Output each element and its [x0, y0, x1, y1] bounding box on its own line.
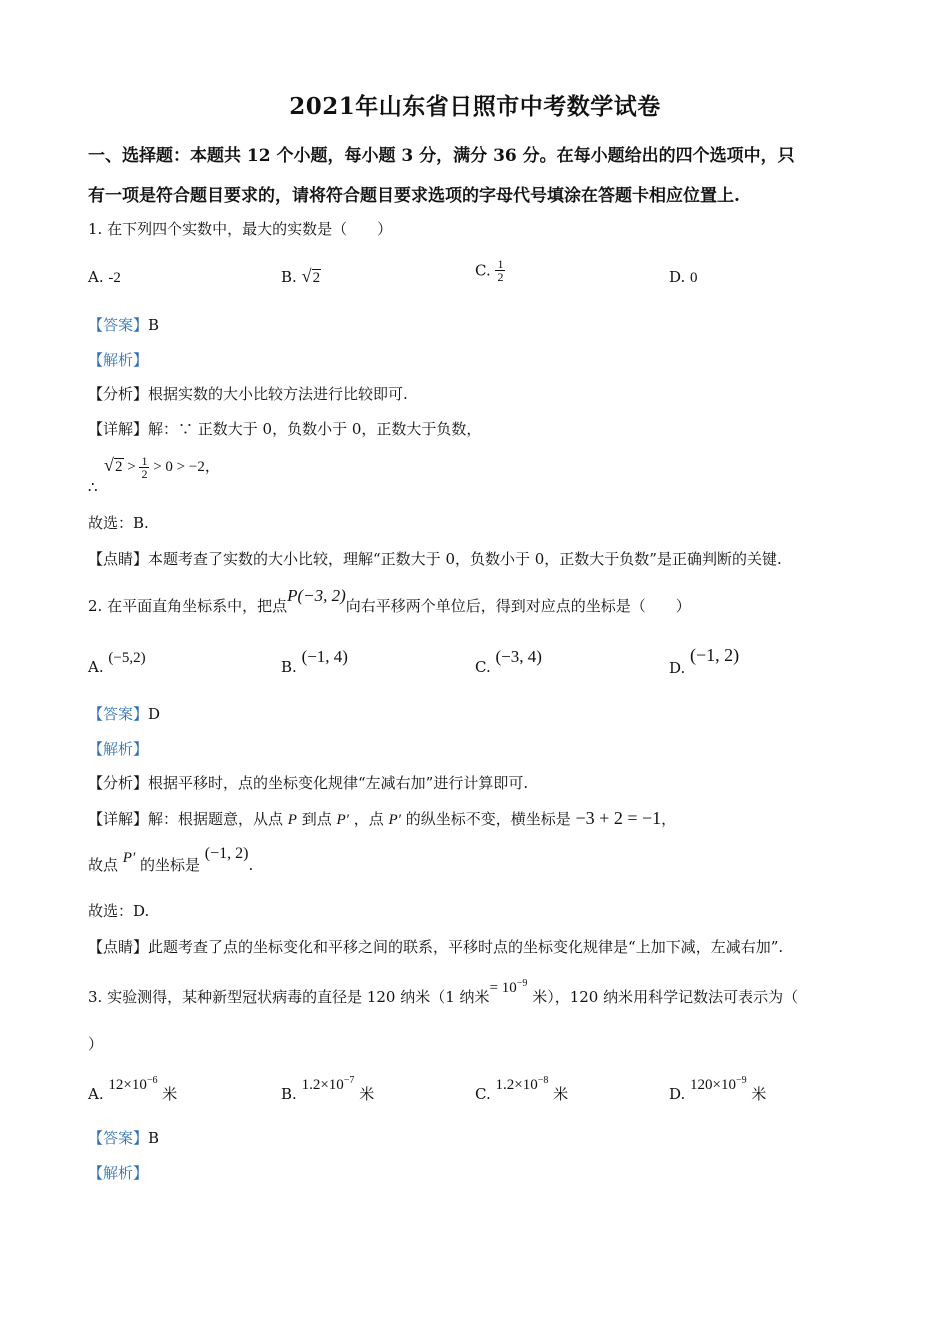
q2-gudian-coord: (−1, 2) [204, 845, 249, 862]
q3-option-d-label: D. [669, 1085, 691, 1103]
q1-fenxi [88, 385, 408, 403]
q3-option-a-exp: −6 [146, 1075, 158, 1086]
q1-ineq-denominator: 2 [141, 467, 148, 481]
q3-stem-formula [490, 980, 528, 996]
q2-option-d-value: (−1, 2) [690, 645, 740, 665]
q1-option-a-label: A. [88, 268, 109, 286]
q3-option-d-exp: −9 [736, 1075, 747, 1086]
q1-ineq-numerator: 1 [141, 454, 148, 468]
q2-stem-part-b: 向右平移两个单位后，得到对应点的坐标是（ ） [345, 597, 691, 615]
q2-stem-part-a: 2. 在平面直角坐标系中，把点 [88, 597, 288, 615]
q2-option-d-label: D. [669, 659, 691, 677]
q1-option-c-numerator: 1 [497, 257, 504, 271]
q1-ineq-gt-1: > [123, 458, 140, 475]
q1-answer [88, 316, 159, 334]
q3-stem-exp: −9 [516, 978, 528, 989]
q2-choose: 故选：D. [88, 902, 150, 920]
answer-tag: 【答案】 [88, 705, 149, 723]
q1-option-c-label: C. [475, 261, 496, 280]
q3-stem-part-b: 米），120 纳米用科学记数法可表示为（ [527, 988, 799, 1006]
q2-fenxi-text: 根据平移时，点的坐标变化规律“左减右加”进行计算即可. [148, 774, 529, 792]
q1-ineq-rest: > 0 > −2 [149, 458, 205, 475]
q2-stem-point: P(−3, 2) [287, 586, 346, 605]
q3-answer [88, 1129, 159, 1147]
q2-option-c [475, 647, 542, 676]
q1-ineq-radicand: 2 [115, 458, 123, 475]
q3-option-d [669, 1072, 767, 1103]
q2-option-b-label: B. [281, 658, 302, 676]
analysis-tag: 【解析】 [88, 1164, 149, 1182]
q2-gudian-b: 的坐标是 [135, 856, 205, 874]
xiangjie-tag: 【详解】 [88, 810, 149, 828]
q2-xiangjie-b: 到点 [296, 810, 337, 828]
q2-xiangjie-c: ，点 [348, 810, 389, 828]
q1-answer-value: B [148, 316, 160, 334]
q3-option-c-unit: 米 [548, 1085, 569, 1103]
q1-xiangjie-text: 解：∵ 正数大于 0，负数小于 0，正数大于负数， [148, 420, 482, 438]
q2-gudian-point: P′ [122, 850, 136, 866]
q3-stem-eq: = 10 [489, 980, 517, 996]
q1-option-c-fraction [495, 258, 505, 283]
q3-stem-part-a: 3. 实验测得，某种新型冠状病毒的直径是 120 纳米（1 纳米 [88, 988, 490, 1006]
q3-option-b-unit: 米 [354, 1085, 375, 1103]
q1-option-b-label: B. [281, 268, 302, 286]
q2-option-a-label: A. [88, 658, 109, 676]
q2-xiangjie [88, 809, 676, 829]
answer-tag: 【答案】 [88, 1129, 149, 1147]
q1-dianjing-text: 本题考查了实数的大小比较，理解“正数大于 0，负数小于 0，正数大于负数”是正确判断的关键. [148, 550, 782, 568]
q2-option-a-value: (−5,2) [108, 650, 146, 666]
q1-option-c-denominator: 2 [497, 270, 504, 284]
q1-option-a-value: -2 [108, 270, 121, 286]
q3-option-a-base: 12×10 [108, 1077, 147, 1093]
q1-option-a [88, 268, 121, 287]
q1-analysis-heading [88, 351, 148, 369]
q3-option-b [281, 1072, 375, 1103]
q1-inequality [104, 455, 220, 480]
q1-option-b-sqrt: √ 2 [301, 266, 321, 286]
q2-gudian [88, 845, 254, 875]
q2-gudian-c: . [248, 856, 254, 874]
q1-ineq-sqrt: √ 2 [104, 454, 123, 475]
q1-option-d-label: D. [669, 268, 691, 286]
q3-option-c-exp: −8 [537, 1075, 549, 1086]
q3-option-a-unit: 米 [157, 1085, 178, 1103]
q2-dianjing-text: 此题考查了点的坐标变化和平移之间的联系，平移时点的坐标变化规律是“上加下减，左减右加”. [148, 938, 784, 956]
analysis-tag: 【解析】 [88, 351, 149, 369]
q3-answer-value: B [148, 1129, 160, 1147]
q1-option-c [475, 258, 505, 283]
q2-dianjing [88, 938, 783, 956]
analysis-tag: 【解析】 [88, 740, 149, 758]
q2-option-b [281, 647, 348, 676]
q1-therefore-symbol: ∴ [88, 478, 98, 496]
page-title: 2021年山东省日照市中考数学试卷 [289, 93, 661, 120]
q2-point-p-prime: P′ [336, 812, 349, 828]
q1-fenxi-text: 根据实数的大小比较方法进行比较即可. [148, 385, 408, 403]
q1-stem: 1. 在下列四个实数中，最大的实数是（ ） [88, 220, 393, 238]
q2-option-c-label: C. [475, 658, 496, 676]
q1-ineq-comma: ， [204, 458, 220, 475]
q2-option-b-value: (−1, 4) [301, 647, 348, 666]
q3-stem [88, 978, 799, 1007]
q1-xiangjie [88, 420, 481, 438]
q2-option-c-value: (−3, 4) [495, 647, 542, 666]
q1-option-b-value: 2 [312, 270, 321, 286]
q2-fenxi [88, 774, 528, 792]
section-heading-line-1: 一、选择题：本题共 12 个小题，每小题 3 分，满分 36 分。在每小题给出的四个选项中，只 [88, 146, 795, 166]
section-heading-line-2: 有一项是符合题目要求的，请将符合题目要求选项的字母代号填涂在答题卡相应位置上. [88, 186, 740, 206]
q3-option-a-label: A. [88, 1085, 109, 1103]
q2-xiangjie-a: 解：根据题意，从点 [148, 810, 288, 828]
q3-option-c [475, 1072, 569, 1103]
q2-calc: −3 + 2 = −1 [575, 808, 662, 828]
q2-gudian-a: 故点 [88, 856, 123, 874]
q3-option-c-label: C. [475, 1085, 496, 1103]
q2-answer [88, 705, 160, 723]
q2-option-d [669, 645, 740, 677]
q2-point-p-prime-2: P′ [388, 812, 401, 828]
q1-option-d-value: 0 [690, 270, 698, 286]
q3-option-a [88, 1072, 178, 1103]
q2-analysis-heading [88, 740, 148, 758]
q3-option-c-base: 1.2×10 [495, 1077, 538, 1093]
q2-answer-value: D [148, 705, 161, 723]
fenxi-tag: 【分析】 [88, 774, 149, 792]
q2-point-p: P [287, 812, 297, 828]
q3-option-b-base: 1.2×10 [301, 1077, 344, 1093]
q3-option-d-base: 120×10 [690, 1077, 736, 1093]
dianjing-tag: 【点睛】 [88, 550, 149, 568]
q1-ineq-fraction [139, 455, 149, 480]
xiangjie-tag: 【详解】 [88, 420, 149, 438]
q1-option-b [281, 268, 321, 287]
q1-choose: 故选：B. [88, 514, 149, 532]
q2-xiangjie-d: 的纵坐标不变，横坐标是 [400, 810, 576, 828]
answer-tag: 【答案】 [88, 316, 149, 334]
q3-analysis-heading [88, 1164, 148, 1182]
q2-option-a [88, 648, 146, 676]
q2-stem [88, 586, 691, 615]
q3-option-d-unit: 米 [746, 1085, 767, 1103]
dianjing-tag: 【点睛】 [88, 938, 149, 956]
q2-xiangjie-e: ， [661, 810, 677, 828]
q1-option-d [669, 268, 698, 287]
q3-stem-close: ） [88, 1035, 104, 1053]
fenxi-tag: 【分析】 [88, 385, 149, 403]
q3-option-b-exp: −7 [343, 1075, 355, 1086]
q3-option-b-label: B. [281, 1085, 302, 1103]
q1-dianjing [88, 550, 782, 568]
